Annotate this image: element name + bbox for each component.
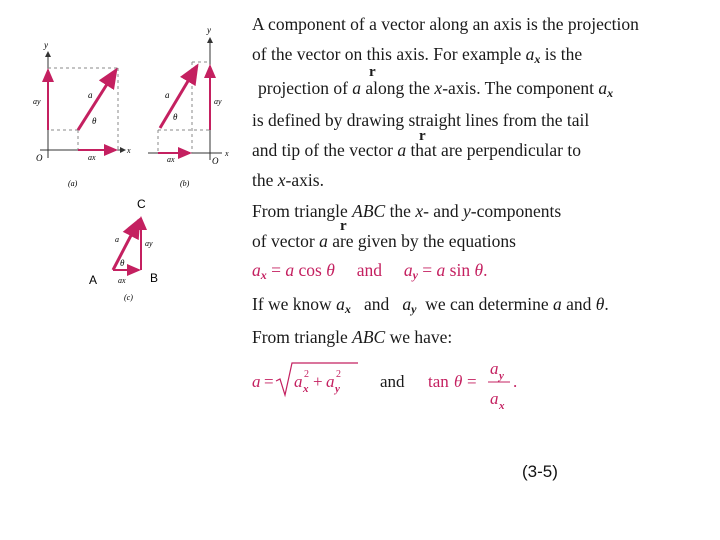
figure-c xyxy=(89,197,158,302)
svg-text:y: y xyxy=(499,370,504,382)
svg-text:x: x xyxy=(499,400,505,412)
text-line-11: From triangle ABC we have: xyxy=(252,327,453,347)
svg-text:=: = xyxy=(264,372,274,391)
text-line-8: of vector a are given by the equations xyxy=(252,231,516,251)
y-axis-label-b: y xyxy=(207,25,211,35)
origin-label-b: O xyxy=(212,156,219,166)
vector-a-label-b: a xyxy=(165,90,170,100)
vector-a-fig-c xyxy=(113,220,139,270)
vector-component-figures xyxy=(0,0,250,320)
theta-label-c: θ xyxy=(120,258,125,268)
equation-ax-ay: $a_x = a$ cos θ and $a_y = a$ sin θ. xyxy=(252,260,488,282)
ay-label: ay xyxy=(33,97,41,106)
svg-text:a: a xyxy=(490,389,499,408)
svg-text:and: and xyxy=(380,372,405,391)
x-axis-label: x xyxy=(127,146,131,155)
figure-a xyxy=(33,40,131,188)
formula-magnitude-angle xyxy=(248,355,548,415)
text-line-10: If we know $a_x$ and $a_y$ we can determine a and θ. xyxy=(252,294,609,316)
text-line-6: the x-axis. xyxy=(252,170,324,190)
text-line-4: is defined by drawing straight lines from the tail xyxy=(252,110,590,130)
slide-number: (3-5) xyxy=(522,462,558,481)
svg-text:tan: tan xyxy=(428,372,449,391)
svg-text:a: a xyxy=(294,372,303,391)
y-axis-label: y xyxy=(44,40,48,50)
svg-text:y: y xyxy=(335,383,340,395)
theta-label-b: θ xyxy=(173,112,178,122)
ax-label-b: ax xyxy=(167,155,175,164)
x-axis-label-b: x xyxy=(225,149,229,158)
figure-b xyxy=(148,25,229,188)
text-line-2: of the vector on this axis. For example $a_x$ is the xyxy=(252,44,583,66)
svg-text:.: . xyxy=(513,372,518,391)
ay-label-c: ay xyxy=(145,239,153,248)
theta-label: θ xyxy=(92,116,97,126)
ax-label: ax xyxy=(88,153,96,162)
ax-label-c: ax xyxy=(118,276,126,285)
point-A-label: A xyxy=(89,273,98,287)
vector-a-label-c: a xyxy=(115,235,119,244)
svg-text:θ: θ xyxy=(454,372,463,391)
text-line-5: and tip of the vector a that are perpendicular to xyxy=(252,140,581,160)
vector-a-label: a xyxy=(88,90,93,100)
origin-label: O xyxy=(36,153,43,163)
caption-b: (b) xyxy=(180,179,190,188)
point-C-label: C xyxy=(137,197,146,211)
svg-text:x: x xyxy=(303,383,309,395)
svg-text:2: 2 xyxy=(304,369,309,380)
svg-text:=: = xyxy=(467,372,477,391)
text-line-3: projection of a along the x-axis. The component $a_x$ xyxy=(258,78,614,100)
ay-label-b: ay xyxy=(214,97,222,106)
svg-text:2: 2 xyxy=(336,369,341,380)
svg-text:a: a xyxy=(490,359,499,378)
text-line-7: From triangle ABC the x- and y-components xyxy=(252,201,562,221)
caption-c: (c) xyxy=(124,293,133,302)
svg-text:a: a xyxy=(252,372,261,391)
svg-text:a: a xyxy=(326,372,335,391)
point-B-label: B xyxy=(150,271,159,285)
text-line-1: A component of a vector along an axis is the projection xyxy=(252,14,639,34)
svg-text:+: + xyxy=(313,372,323,391)
vector-a-fig-a xyxy=(78,70,116,130)
caption-a: (a) xyxy=(68,179,78,188)
